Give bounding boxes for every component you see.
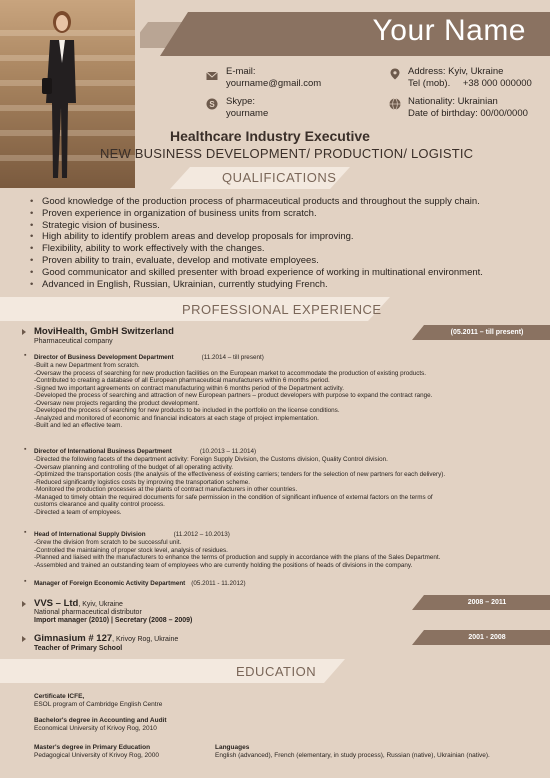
job-company-line xyxy=(34,598,123,609)
duty-item: -Oversaw the process of searching for new production facilities on the European market to accommodate the production of existing products. xyxy=(34,369,427,377)
duty-item: -Monitored the production processes at the plants of contract manufacturers in other countries. xyxy=(34,486,298,493)
qualification-item: • Proven ability to train, evaluate, develop and motivate employees. xyxy=(30,255,545,267)
skype-value[interactable]: yourname xyxy=(226,108,269,119)
email-value[interactable]: yourname@gmail.com xyxy=(226,78,322,89)
dept-bullet: ▪ xyxy=(24,578,27,585)
phone-label: Tel (mob). xyxy=(408,78,451,89)
duty-item: -Developed the process of searching and attraction of new European partners – product developers with purpose to expand the contract range. xyxy=(34,392,433,399)
education-item xyxy=(34,717,167,733)
job-description: Pharmaceutical company xyxy=(34,338,113,345)
dept-heading xyxy=(34,448,256,455)
dept-heading xyxy=(34,531,230,538)
job-role xyxy=(34,617,192,624)
qualification-item: • Good communicator and skilled presenter with broad experience of working in multinational environment. xyxy=(30,267,545,279)
job-company: VVS – Ltd xyxy=(34,598,79,609)
candidate-name: Your Name xyxy=(372,14,526,47)
duty-item: -Reduced significantly logistics costs by improving the transportation scheme. xyxy=(34,478,250,486)
duty-item: -Oversaw new projects regarding the product development. xyxy=(34,399,200,407)
dept-bullet: ▪ xyxy=(24,446,27,453)
job-description-text: Teacher of Primary School xyxy=(34,645,123,652)
languages-label: Languages xyxy=(215,744,250,751)
job-role-text: Import manager (2010) | Secretary (2008 – 2009) xyxy=(34,617,193,624)
dept-name: Head of International Supply Division xyxy=(34,531,146,538)
dept-duties xyxy=(34,362,544,430)
headline-title: Healthcare Industry Executive xyxy=(170,128,370,144)
qualifications-heading: QUALIFICATIONS xyxy=(222,170,337,185)
phone-value[interactable]: +38 000 000000 xyxy=(462,78,532,89)
job-location: , Krivoy Rog, Ukraine xyxy=(112,636,179,643)
education-school: Economical University of Krivoy Rog, 2010 xyxy=(34,725,157,732)
email-label: E-mail: xyxy=(226,66,256,77)
birthday-text: Date of birthday: 00/00/0000 xyxy=(408,108,528,119)
education-school: ESOL program of Cambridge English Centre xyxy=(34,701,163,708)
dept-name: Director of International Business Department xyxy=(34,448,172,455)
duty-item: -Managed to timely obtain the required documents for safe permission in the condition of significant influence of external factors on the terms of xyxy=(34,493,433,501)
dept-name: Manager of Foreign Economic Activity Department xyxy=(34,580,186,587)
education-heading: EDUCATION xyxy=(236,664,317,679)
languages-value: English (advanced), French (elementary, in study process), Russian (native), Ukrainian (native). xyxy=(215,752,490,759)
duty-item: -Oversaw planning and controlling of the budget of all operating activity. xyxy=(34,463,234,471)
experience-heading: PROFESSIONAL EXPERIENCE xyxy=(182,302,382,317)
duty-item: -Optimized the transportation costs (the analysis of the effectiveness of existing carriers; tenders for the selection of new partners for each delivery). xyxy=(34,471,446,478)
dept-bullet: ▪ xyxy=(24,529,27,536)
duty-item: -Planned and liaised with the manufacturers to enhance the terms of production and supply in accordance with the plans of the Sales Department. xyxy=(34,554,441,561)
education-degree: Master's degree in Primary Education xyxy=(34,744,151,751)
dept-duties xyxy=(34,456,544,516)
education-degree: Certificate ICFE, xyxy=(34,693,85,700)
dept-duties xyxy=(34,539,544,569)
headline-subtitle: NEW BUSINESS DEVELOPMENT/ PRODUCTION/ LOGISTIC xyxy=(100,146,474,161)
qualification-item: • Good knowledge of the production process of pharmaceutical products and throughout the supply chain. xyxy=(30,196,545,208)
duty-item: -Grew the division from scratch to be successful unit. xyxy=(34,539,182,546)
duty-item: customs clearance and quality control process. xyxy=(34,501,165,508)
dept-period: (11.2014 – till present) xyxy=(201,354,264,361)
duty-item: -Directed a team of employees. xyxy=(34,508,122,516)
education-school: Pedagogical University of Krivoy Rog, 2000 xyxy=(34,752,160,759)
phone-line xyxy=(408,78,532,90)
duty-item: -Contributed to creating a database of all European pharmaceutical manufacturers within 6 months period. xyxy=(34,377,330,384)
duty-item: -Directed the following facets of the department activity: Foreign Supply Division, the Customs division, Quality Control division. xyxy=(34,456,388,463)
job-description: National pharmaceutical distributor xyxy=(34,609,142,616)
dept-bullet: ▪ xyxy=(24,352,27,359)
job-marker xyxy=(22,636,26,642)
nationality-text: Nationality: Ukrainian xyxy=(408,96,498,107)
qualification-item: • Strategic vision of business. xyxy=(30,220,545,232)
qualification-item: • Proven experience in organization of business units from scratch. xyxy=(30,208,545,220)
dept-period: (05.2011 - 11.2012) xyxy=(191,580,246,587)
job-dates: (05.2011 – till present) xyxy=(424,325,550,340)
job-description xyxy=(34,645,122,652)
dept-period: (10.2013 – 11.2014) xyxy=(199,448,257,455)
globe-icon xyxy=(389,98,401,110)
qualification-item: • Advanced in English, Russian, Ukrainian, currently studying French. xyxy=(30,279,545,291)
education-degree: Bachelor's degree in Accounting and Audit xyxy=(34,717,167,724)
duty-item: -Assembled and trained an outstanding team of employees who are currently holding the positions of heads of divisions in the company. xyxy=(34,561,413,569)
qualification-item: • Flexibility, ability to work effectively with the changes. xyxy=(30,243,545,255)
duty-item: -Signed two important agreements on contract manufacturing within 6 months period of the Department activity. xyxy=(34,384,344,392)
qualification-item: • High ability to identify problem areas and develop proposals for improving. xyxy=(30,231,545,243)
duty-item: -Developed the process of searching for new products to be included in the portfolio on the license conditions. xyxy=(34,407,340,414)
address-text: Address: Kyiv, Ukraine xyxy=(408,66,504,77)
dept-heading xyxy=(34,580,246,587)
skype-label: Skype: xyxy=(226,96,256,107)
job-company: Gimnasium # 127 xyxy=(34,633,113,644)
duty-item: -Built and led an effective team. xyxy=(34,422,123,429)
skype-icon xyxy=(206,98,218,110)
job-company-line xyxy=(34,633,178,644)
job-company: MoviHealth, GmbH Switzerland xyxy=(34,326,174,337)
qualifications-list xyxy=(30,196,545,290)
envelope-icon xyxy=(206,70,218,82)
duty-item: -Controlled the maintaining of proper stock level, analysis of residues. xyxy=(34,546,228,554)
location-pin-icon xyxy=(389,68,401,80)
dept-period: (11.2012 – 10.2013) xyxy=(173,531,230,538)
duty-item: -Analyzed and monitored of economic and financial indicators at each stage of project implementation. xyxy=(34,414,319,422)
job-marker xyxy=(22,329,26,335)
duty-item: -Built a new Department from scratch. xyxy=(34,362,140,369)
education-item xyxy=(34,693,162,709)
dept-name: Director of Business Development Department xyxy=(34,354,174,361)
job-location: , Kyiv, Ukraine xyxy=(78,601,123,608)
dept-heading xyxy=(34,354,264,361)
job-dates: 2008 – 2011 xyxy=(424,595,550,610)
education-item xyxy=(34,744,159,760)
languages-block xyxy=(215,744,545,760)
job-marker xyxy=(22,601,26,607)
job-dates: 2001 - 2008 xyxy=(424,630,550,645)
svg-text:S: S xyxy=(209,100,215,109)
